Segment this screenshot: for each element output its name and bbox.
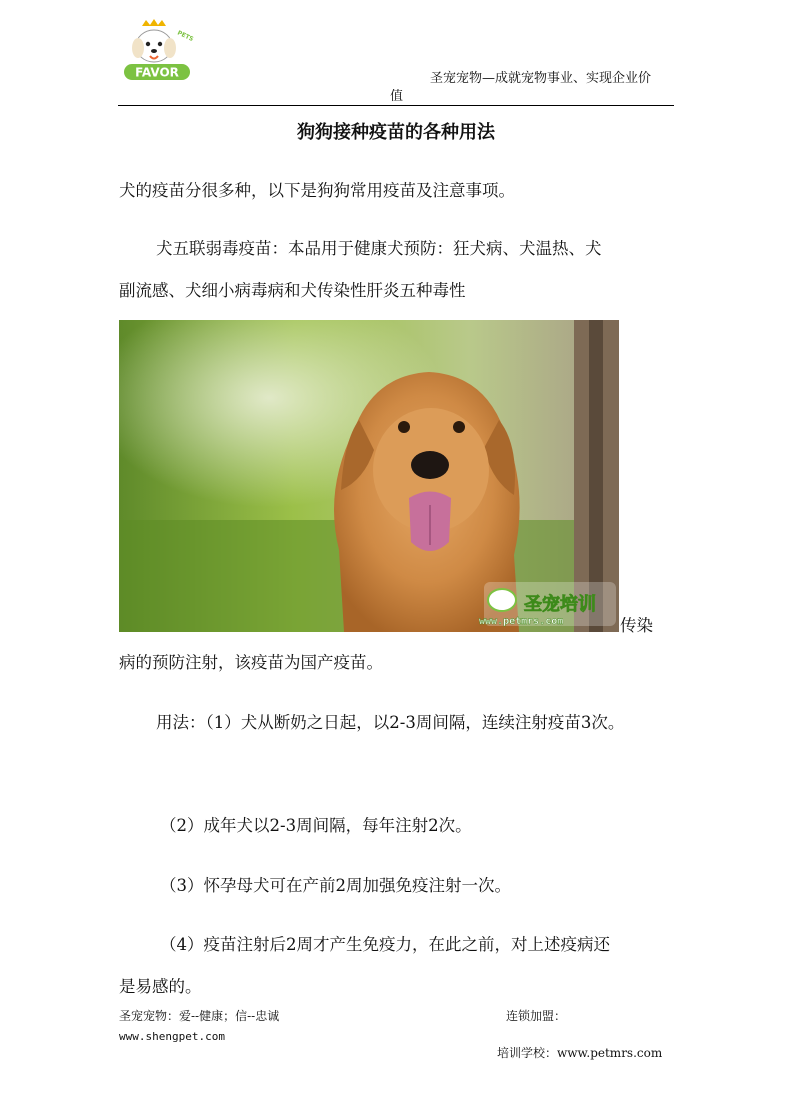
document-title: 狗狗接种疫苗的各种用法 [297,122,495,143]
logo-text: FAVOR [135,65,179,80]
footer-slogan: 圣宠宠物：爱--健康；信--忠诚 [119,1009,280,1023]
header-divider [118,105,674,106]
golden-retriever-photo [119,320,619,632]
usage-step-4-line1: （4）疫苗注射后2周才产生免疫力，在此之前，对上述疫病还 [160,935,610,954]
header-tagline-line2: 值 [390,89,404,104]
intro-paragraph: 犬的疫苗分很多种，以下是狗狗常用疫苗及注意事项。 [119,181,515,200]
vaccine-paragraph-tail: 传染 [620,616,653,635]
vaccine-paragraph-line3: 病的预防注射，该疫苗为国产疫苗。 [119,653,383,672]
footer-website-link[interactable]: www.shengpet.com [119,1030,225,1043]
watermark-title: 圣宠培训 [524,594,596,615]
watermark-logo-icon [488,589,516,611]
usage-step-4-line2: 是易感的。 [119,977,202,996]
vaccine-paragraph-line2: 副流感、犬细小病毒病和犬传染性肝炎五种毒性 [119,281,466,300]
watermark-url: www.petmrs.com [479,616,564,627]
footer-franchise-label: 连锁加盟： [506,1009,567,1023]
header-tagline-line1: 圣宠宠物—成就宠物事业、实现企业价 [430,71,652,86]
footer-training-school[interactable]: 培训学校：www.petmrs.com [497,1046,663,1060]
usage-step-1: 用法：（1）犬从断奶之日起，以2-3周间隔，连续注射疫苗3次。 [156,713,625,732]
favor-pets-logo [122,18,194,90]
usage-step-3: （3）怀孕母犬可在产前2周加强免疫注射一次。 [160,876,511,895]
usage-step-2: （2）成年犬以2-3周间隔，每年注射2次。 [160,816,472,835]
header-tagline [390,70,672,106]
logo-badge: PETS [176,29,194,43]
vaccine-paragraph-line1: 犬五联弱毒疫苗：本品用于健康犬预防：狂犬病、犬温热、犬 [156,239,602,258]
